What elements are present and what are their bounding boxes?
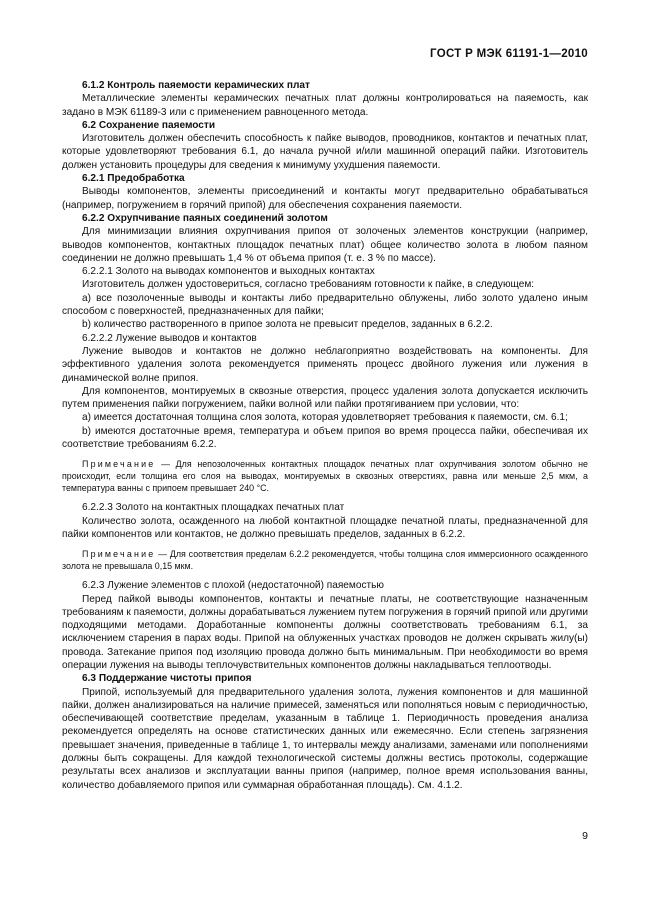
body-paragraph: Для минимизации влияния охрупчивания припоя от золоченых элементов конструкции (например, выводов компонентов, контактных площадок печатных плат) общее количество золота в любом паяном соединении не должно превышать 1,4 % от объема припоя (т. е. 3 % по массе). — [62, 226, 588, 264]
subsection-heading: 6.2.3 Лужение элементов с плохой (недостаточной) паяемостью — [82, 580, 384, 592]
note-text: — Для непозолоченных контактных площадок печатных плат охрупчивания золотом обычно не происходит, если толщина его слоя на выводах, монтируемых в сквозных отверстиях, равна или меньше 2,5 мкм, а температура ванны с припоем превышает 240 °С. — [62, 459, 588, 494]
body-paragraph: Лужение выводов и контактов не должно неблагоприятно воздействовать на компоненты. Для эффективного удаления золота рекомендуется применять процесс двойного лужения или лужения в динамической волне припоя. — [62, 345, 588, 384]
page-number: 9 — [582, 830, 588, 842]
section-heading: 6.3 Поддержание чистоты припоя — [82, 673, 252, 685]
body-paragraph: a) все позолоченные выводы и контакты либо предварительно облужены, либо золото удалено иным способом с поверхностей, предназначенных для пайки; — [62, 292, 588, 318]
body-paragraph: b) количество растворенного в припое золота не превысит пределов, заданных в 6.2.2. — [82, 319, 493, 331]
section-heading: 6.2.2 Охрупчивание паяных соединений золотом — [82, 212, 328, 224]
subsection-heading: 6.2.2.2 Лужение выводов и контактов — [82, 332, 257, 344]
note-label: Примечание — [82, 459, 156, 470]
body-paragraph: Выводы компонентов, элементы присоединений и контакты могут предварительно обрабатываться (например, погружением в горячий припой) для обеспечения сохранения паяемости. — [62, 186, 588, 211]
subsection-heading: 6.2.2.3 Золото на контактных площадках печатных плат — [82, 502, 345, 514]
document-body — [62, 79, 588, 792]
body-paragraph: Припой, используемый для предварительного удаления золота, лужения компонентов и для машинной пайки, должен анализироваться на наличие примесей, заменяться или пополняться новым с периодичностью, обеспечивающей соответствие пределам, указанным в таблице 1. Периодичность проведения анализа рекомендуется определять на основе статистических данных или ежемесячно. Если степень загрязнения превышает значения, приведенные в таблице 1, то интервалы между анализами, заменами или пополнениями должны быть сокращены. Для каждой технологической системы должны вестись протоколы, содержащие результаты всех анализов и эксплуатации ванны припоя (например, полное время использования ванны, количество добавляемого припоя или суммарная обработанная площадь). См. 4.1.2. — [62, 686, 588, 791]
subsection-heading: 6.2.2.1 Золото на выводах компонентов и выходных контактах — [82, 266, 375, 278]
section-heading: 6.1.2 Контроль паяемости керамических плат — [82, 80, 310, 91]
body-paragraph: Для компонентов, монтируемых в сквозные отверстия, процесс удаления золота допускается исключить путем применения пайки погружением, пайки волной или пайки протягиванием при условии, что: — [62, 385, 588, 411]
body-paragraph: Количество золота, осажденного на любой контактной площадке печатной платы, предназначенной для пайки компонентов или контактов, не должно превышать пределов, заданных в 6.2.2. — [62, 515, 588, 540]
body-paragraph: a) имеется достаточная толщина слоя золота, которая удовлетворяет требования к паяемости, см. 6.1; — [82, 412, 568, 424]
body-paragraph: Перед пайкой выводы компонентов, контакты и печатные платы, не соответствующие назначенным требованиям к паяемости, должны дорабатываться лужением путем погружения в горячий припой или другими подходящими методами. Доработанные компоненты должны соответствовать требованиям 6.1, за исключением старения в парах воды. Припой на облуженных участках проводов не должен скрывать жилу(ы) провода. Затекание припоя под изоляцию провода должно быть минимальным. При необходимости во время операции лужения на выводы теплочувствительных компонентов должны накладываться теплоотводы. — [62, 593, 588, 671]
body-paragraph: Изготовитель должен обеспечить способность к пайке выводов, проводников, контактов и печатных плат, которые удовлетворяют требования 6.1, до начала ручной и/или машинной операций пайки. Изготовитель должен установить процедуры для сведения к минимуму ухудшения паяемости. — [62, 133, 588, 171]
note-paragraph — [62, 548, 588, 572]
section-heading: 6.2 Сохранение паяемости — [82, 119, 216, 131]
note-paragraph — [62, 458, 588, 494]
section-heading: 6.2.1 Предобработка — [82, 173, 185, 185]
body-paragraph: Изготовитель должен удостовериться, согласно требованиям готовности к пайке, в следующем: — [82, 279, 535, 291]
note-label: Примечание — [82, 549, 156, 560]
document-header: ГОСТ Р МЭК 61191-1—2010 — [430, 48, 588, 60]
note-text: — Для соответствия пределам 6.2.2 рекомендуется, чтобы толщина слоя иммерсионного осажденного золота не превышала 0,15 мкм. — [62, 549, 588, 572]
body-paragraph: b) имеются достаточные время, температура и объем припоя во время процесса пайки, обеспечивая их соответствие требованиям 6.2.2. — [62, 425, 588, 451]
body-paragraph: Металлические элементы керамических печатных плат должны контролироваться на паяемость, как задано в МЭК 61189-3 или с применением равноценного метода. — [62, 93, 588, 118]
